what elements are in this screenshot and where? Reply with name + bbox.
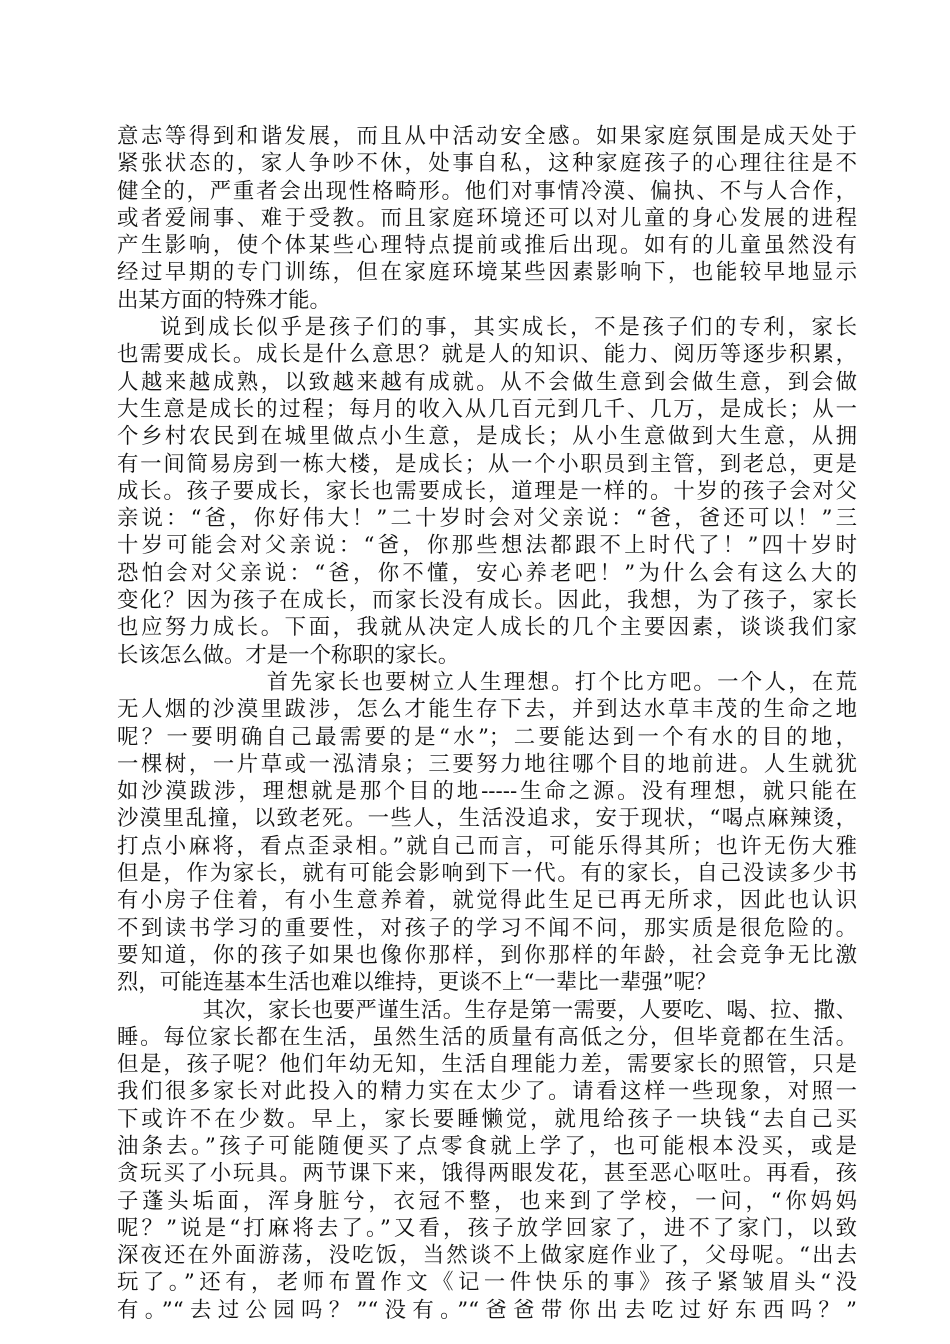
text-line: 深夜还在外面游荡，没吃饭，当然谈不上做家庭作业了，父母呢。“出去 (117, 1243, 857, 1269)
text-line: 打点小麻将，看点歪录相。”就自己而言，可能乐得其所；也许无伤大雅 (117, 833, 857, 859)
text-line: 要知道，你的孩子如果也像你那样，到你那样的年龄，社会竞争无比激 (117, 942, 857, 968)
text-line: 子蓬头垢面，浑身脏兮，衣冠不整，也来到了学校，一问，“你妈妈 (117, 1188, 857, 1214)
text-line: 人越来越成熟，以致越来越有成就。从不会做生意到会做生意，到会做 (117, 369, 857, 395)
text-line: 健全的，严重者会出现性格畸形。他们对事情冷漠、偏执、不与人合作， (117, 178, 857, 204)
text-line: 呢？一要明确自己最需要的是“水”；二要能达到一个有水的目的地， (117, 724, 857, 750)
document-body (117, 123, 857, 1324)
text-line: 但是，孩子呢？他们年幼无知，生活自理能力差，需要家长的照管，只是 (117, 1052, 857, 1078)
text-line: 经过早期的专门训练，但在家庭环境某些因素影响下，也能较早地显示 (117, 260, 857, 286)
text-line: 如沙漠跋涉，理想就是那个目的地-----生命之源。没有理想，就只能在 (117, 779, 857, 805)
text-line: 我们很多家长对此投入的精力实在太少了。请看这样一些现象，对照一 (117, 1079, 857, 1105)
text-line: 也应努力成长。下面，我就从决定人成长的几个主要因素，谈谈我们家 (117, 615, 857, 641)
text-line: 产生影响，使个体某些心理特点提前或推后出现。如有的儿童虽然没有 (117, 233, 857, 259)
text-line: 大生意是成长的过程；每月的收入从几百元到几千、几万，是成长；从一 (117, 396, 857, 422)
text-line: 呢？”说是“打麻将去了。”又看，孩子放学回家了，进不了家门，以致 (117, 1215, 857, 1241)
text-line: 有一间简易房到一栋大楼，是成长；从一个小职员到主管，到老总，更是 (117, 451, 857, 477)
text-line: 不到读书学习的重要性，对孩子的学习不闻不问，那实质是很危险的。 (117, 915, 857, 941)
text-line: 亲说：“爸，你好伟大！”二十岁时会对父亲说：“爸，爸还可以！”三 (117, 506, 857, 532)
text-line: 十岁可能会对父亲说：“爸，你那些想法都跟不上时代了！”四十岁时 (117, 533, 857, 559)
text-line: 也需要成长。成长是什么意思？就是人的知识、能力、阅历等逐步积累， (117, 342, 857, 368)
text-line: 有。”“去过公园吗？”“没有。”“爸爸带你出去吃过好东西吗？” (117, 1297, 857, 1323)
text-line: 出某方面的特殊才能。 (117, 287, 331, 313)
text-line: 意志等得到和谐发展，而且从中活动安全感。如果家庭氛围是成天处于 (117, 124, 857, 149)
text-line: 长该怎么做。才是一个称职的家长。 (117, 642, 460, 668)
text-line: 玩了。”还有，老师布置作文《记一件快乐的事》孩子紧皱眉头“没 (117, 1270, 857, 1296)
text-line: 睡。每位家长都在生活，虽然生活的质量有高低之分，但毕竟都在生活。 (117, 1024, 857, 1050)
text-line: 贪玩买了小玩具。两节课下来，饿得两眼发花，甚至恶心呕吐。再看，孩 (117, 1161, 857, 1187)
text-line: 烈，可能连基本生活也难以维持，更谈不上“一辈比一辈强”呢？ (117, 970, 717, 996)
text-line: 油条去。”孩子可能随便买了点零食就上学了，也可能根本没买，或是 (117, 1133, 857, 1159)
text-line: 变化？因为孩子在成长，而家长没有成长。因此，我想，为了孩子，家长 (117, 588, 857, 614)
text-line: 恐怕会对父亲说：“爸，你不懂，安心养老吧！”为什么会有这么大的 (117, 560, 857, 586)
text-line: 下或许不在少数。早上，家长要睡懒觉，就甩给孩子一块钱“去自己买 (117, 1106, 857, 1132)
text-line: 有小房子住着，有小生意养着，就觉得此生足已再无所求，因此也认识 (117, 888, 857, 914)
text-line: 首先家长也要树立人生理想。打个比方吧。一个人，在荒 (266, 669, 857, 695)
text-line: 但是，作为家长，就有可能会影响到下一代。有的家长，自己没读多少书 (117, 861, 857, 887)
text-line: 个乡村农民到在城里做点小生意，是成长；从小生意做到大生意，从拥 (117, 424, 857, 450)
text-line: 无人烟的沙漠里跋涉，怎么才能生存下去，并到达水草丰茂的生命之地 (117, 697, 857, 723)
text-line: 或者爱闹事、难于受教。而且家庭环境还可以对儿童的身心发展的进程 (117, 205, 857, 231)
text-line: 说到成长似乎是孩子们的事，其实成长，不是孩子们的专利，家长 (159, 315, 857, 341)
text-line: 一棵树，一片草或一泓清泉；三要努力地往哪个目的地前进。人生就犹 (117, 751, 857, 777)
text-line: 成长。孩子要成长，家长也需要成长，道理是一样的。十岁的孩子会对父 (117, 478, 857, 504)
text-line: 沙漠里乱撞，以致老死。一些人，生活没追求，安于现状，“喝点麻辣烫， (117, 806, 857, 832)
text-line: 其次，家长也要严谨生活。生存是第一需要，人要吃、喝、拉、撒、 (202, 997, 857, 1023)
text-line: 紧张状态的，家人争吵不休，处事自私，这种家庭孩子的心理往往是不 (117, 151, 857, 177)
